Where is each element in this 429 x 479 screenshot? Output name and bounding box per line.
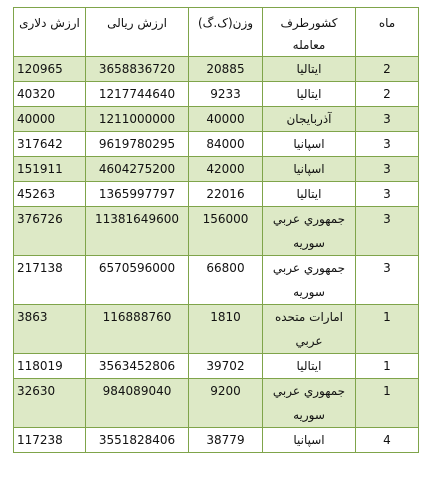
cell-dollar: 376726 <box>14 207 86 256</box>
cell-weight: 40000 <box>189 107 263 132</box>
cell-rial: 9619780295 <box>86 132 189 157</box>
cell-weight: 66800 <box>189 256 263 305</box>
cell-rial: 3658836720 <box>86 57 189 82</box>
header-dollar-value: ارزش دلاری <box>14 8 86 57</box>
cell-weight: 9233 <box>189 82 263 107</box>
cell-weight: 9200 <box>189 379 263 428</box>
cell-country: اسپانیا <box>263 132 356 157</box>
cell-country: جمهوري عربي سوريه <box>263 379 356 428</box>
cell-dollar: 118019 <box>14 354 86 379</box>
table-row <box>14 82 419 107</box>
cell-country: جمهوري عربي سوريه <box>263 256 356 305</box>
cell-weight: 22016 <box>189 182 263 207</box>
cell-dollar: 120965 <box>14 57 86 82</box>
header-weight: وزن(ک.گ) <box>189 8 263 57</box>
table-row <box>14 428 419 453</box>
cell-country: جمهوري عربي سوريه <box>263 207 356 256</box>
cell-weight: 39702 <box>189 354 263 379</box>
cell-weight: 1810 <box>189 305 263 354</box>
cell-weight: 84000 <box>189 132 263 157</box>
cell-country: اسپانیا <box>263 428 356 453</box>
cell-rial: 1217744640 <box>86 82 189 107</box>
cell-weight: 20885 <box>189 57 263 82</box>
cell-dollar: 40320 <box>14 82 86 107</box>
cell-rial: 11381649600 <box>86 207 189 256</box>
cell-weight: 38779 <box>189 428 263 453</box>
table-row <box>14 207 419 256</box>
cell-rial: 984089040 <box>86 379 189 428</box>
cell-rial: 3563452806 <box>86 354 189 379</box>
table-row <box>14 305 419 354</box>
table-row <box>14 57 419 82</box>
cell-month: 3 <box>356 132 419 157</box>
cell-weight: 42000 <box>189 157 263 182</box>
cell-weight: 156000 <box>189 207 263 256</box>
cell-dollar: 117238 <box>14 428 86 453</box>
cell-month: 3 <box>356 107 419 132</box>
cell-rial: 6570596000 <box>86 256 189 305</box>
cell-month: 3 <box>356 157 419 182</box>
export-table <box>13 7 419 453</box>
cell-dollar: 40000 <box>14 107 86 132</box>
table-row <box>14 132 419 157</box>
cell-rial: 1365997797 <box>86 182 189 207</box>
cell-country: ایتالیا <box>263 82 356 107</box>
cell-rial: 3551828406 <box>86 428 189 453</box>
cell-month: 3 <box>356 182 419 207</box>
cell-country: ایتالیا <box>263 57 356 82</box>
cell-country: آذربایجان <box>263 107 356 132</box>
cell-month: 1 <box>356 379 419 428</box>
table-row <box>14 107 419 132</box>
table-row <box>14 379 419 428</box>
cell-month: 1 <box>356 305 419 354</box>
cell-rial: 116888760 <box>86 305 189 354</box>
header-rial-value: ارزش ریالی <box>86 8 189 57</box>
header-month: ماه <box>356 8 419 57</box>
cell-dollar: 317642 <box>14 132 86 157</box>
cell-dollar: 217138 <box>14 256 86 305</box>
cell-month: 2 <box>356 57 419 82</box>
cell-month: 2 <box>356 82 419 107</box>
table-row <box>14 354 419 379</box>
cell-rial: 1211000000 <box>86 107 189 132</box>
cell-dollar: 45263 <box>14 182 86 207</box>
table-header-row <box>14 8 419 57</box>
cell-country: ایتالیا <box>263 182 356 207</box>
cell-month: 3 <box>356 207 419 256</box>
table-row <box>14 157 419 182</box>
table-row <box>14 182 419 207</box>
table-row <box>14 256 419 305</box>
cell-country: ایتالیا <box>263 354 356 379</box>
cell-dollar: 3863 <box>14 305 86 354</box>
cell-dollar: 32630 <box>14 379 86 428</box>
cell-country: امارات متحده عربي <box>263 305 356 354</box>
cell-month: 1 <box>356 354 419 379</box>
cell-rial: 4604275200 <box>86 157 189 182</box>
cell-dollar: 151911 <box>14 157 86 182</box>
header-country: کشورطرف معامله <box>263 8 356 57</box>
document-page <box>13 7 418 453</box>
cell-country: اسپانیا <box>263 157 356 182</box>
cell-month: 3 <box>356 256 419 305</box>
cell-month: 4 <box>356 428 419 453</box>
